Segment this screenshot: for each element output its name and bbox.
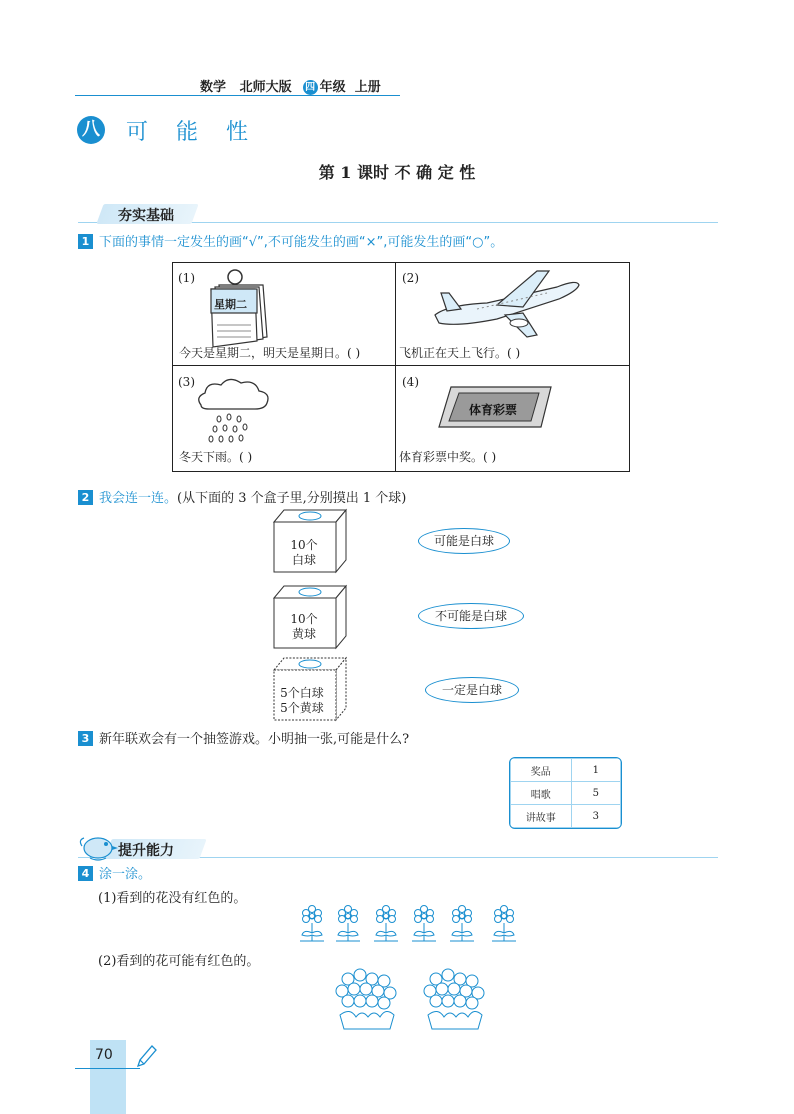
question-number: 4 — [78, 866, 93, 881]
draw-lots-table — [509, 757, 622, 829]
section-bar-advanced — [78, 839, 718, 858]
option-oval[interactable]: 可能是白球 — [418, 528, 510, 554]
grade-badge: 四 — [303, 80, 318, 95]
header-grade: 年级 — [319, 80, 346, 95]
box-2-label — [276, 612, 332, 642]
question-note: (从下面的 3 个盒子里,分别摸出 1 个球) — [177, 491, 407, 506]
section-label: 提升能力 — [118, 843, 174, 859]
lesson-title: 第 1 课时 不 确 定 性 — [318, 163, 476, 182]
box-3-label — [272, 686, 332, 716]
grid-cell-4 — [397, 367, 623, 470]
flowers-row — [296, 905, 524, 945]
question-number: 2 — [78, 490, 93, 505]
table-row — [511, 782, 621, 805]
cell-caption: 飞机正在天上飞行。( ) — [399, 346, 521, 360]
option-oval[interactable]: 一定是白球 — [425, 677, 519, 703]
header-subject: 数学 — [200, 80, 227, 95]
table-cell: 奖品 — [511, 759, 572, 782]
box-label-line: 黄球 — [291, 627, 316, 641]
bird-mascot-icon — [76, 830, 118, 862]
pencil-icon — [134, 1042, 158, 1070]
cell-number: (4) — [402, 375, 419, 389]
question-1-grid — [172, 262, 630, 472]
section-bar-basic — [78, 204, 718, 223]
box-1-label — [276, 538, 332, 568]
cell-number: (2) — [402, 271, 419, 285]
question-1 — [78, 231, 503, 250]
running-header — [200, 76, 381, 95]
option-oval[interactable]: 不可能是白球 — [418, 603, 524, 629]
calendar-label: 星期二 — [214, 298, 247, 311]
sub-question-2: (2)看到的花可能有红色的。 — [98, 954, 260, 969]
header-volume: 上册 — [354, 80, 381, 95]
rain-cloud-icon — [193, 375, 273, 447]
question-text: 新年联欢会有一个抽签游戏。小明抽一张,可能是什么? — [99, 732, 410, 747]
cell-number: (3) — [178, 375, 195, 389]
grid-cell-3 — [173, 367, 399, 470]
box-label-line: 10个 — [290, 538, 318, 552]
airplane-icon — [427, 265, 587, 341]
box-label-line: 10个 — [290, 612, 318, 626]
grid-cell-2 — [397, 263, 623, 366]
table-row — [511, 759, 621, 782]
unit-badge: 八 — [77, 116, 105, 144]
question-number: 1 — [78, 234, 93, 249]
question-text: 我会连一连。 — [99, 491, 178, 506]
footer-rule — [75, 1068, 140, 1069]
question-4 — [78, 863, 151, 882]
question-2 — [78, 487, 406, 506]
flower-bouquets — [330, 967, 490, 1035]
table-cell: 讲故事 — [511, 805, 572, 828]
table-cell: 1 — [571, 759, 621, 782]
table-cell: 3 — [571, 805, 621, 828]
table-row — [511, 805, 621, 828]
cell-number: (1) — [178, 271, 195, 285]
table-cell: 唱歌 — [511, 782, 572, 805]
unit-title: 可能性 — [126, 120, 277, 145]
cell-caption: 今天是星期二，明天是星期日。( ) — [179, 346, 361, 360]
question-3 — [78, 728, 409, 747]
cell-caption: 冬天下雨。( ) — [179, 450, 253, 464]
table-cell: 5 — [571, 782, 621, 805]
box-label-line: 5个白球 — [280, 686, 324, 700]
question-text: 下面的事情一定发生的画“√”,不可能发生的画“×”,可能发生的画“○”。 — [99, 235, 504, 250]
box-label-line: 白球 — [291, 553, 316, 567]
header-rule — [75, 95, 400, 96]
cell-caption: 体育彩票中奖。( ) — [399, 450, 497, 464]
question-number: 3 — [78, 731, 93, 746]
question-text: 涂一涂。 — [99, 867, 152, 882]
header-edition: 北师大版 — [239, 80, 292, 95]
page-number: 70 — [95, 1047, 113, 1063]
ticket-label: 体育彩票 — [469, 403, 518, 417]
sub-question-1: (1)看到的花没有红色的。 — [98, 891, 247, 906]
grid-cell-1 — [173, 263, 399, 366]
box-label-line: 5个黄球 — [280, 701, 324, 715]
section-label: 夯实基础 — [118, 208, 174, 224]
